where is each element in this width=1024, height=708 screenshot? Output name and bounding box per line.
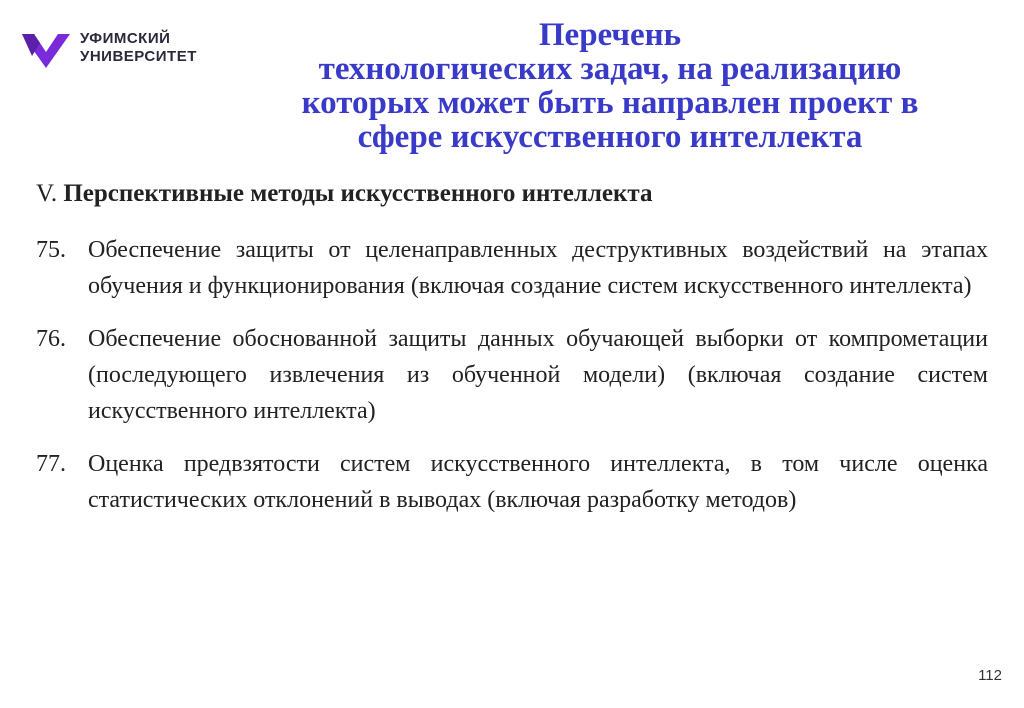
- list-item: [36, 446, 988, 518]
- item-number: 77.: [36, 451, 66, 477]
- item-text: Обеспечение защиты от целенаправленных деструктивных воздействий на этапах обучения и функционирования (включая создание систем искусственного интеллекта): [88, 237, 988, 299]
- page-title: [210, 18, 1010, 154]
- logo-line-2: УНИВЕРСИТЕТ: [80, 48, 197, 65]
- section-text: Перспективные методы искусственного интеллекта: [63, 180, 653, 207]
- logo-line-1: УФИМСКИЙ: [80, 30, 171, 47]
- section-number: V.: [36, 180, 58, 207]
- title-line: Перечень: [538, 17, 682, 53]
- item-number: 75.: [36, 237, 66, 263]
- list-item: [36, 321, 988, 429]
- title-line: которых может быть направлен проект в: [301, 85, 919, 121]
- logo-text: [80, 30, 197, 66]
- item-text: Оценка предвзятости систем искусственного интеллекта, в том числе оценка статистических отклонений в выводах (включая разработку методов): [88, 451, 988, 513]
- list-item: [36, 232, 988, 304]
- section-heading: [36, 180, 652, 208]
- university-logo: [20, 26, 197, 70]
- page-number: 112: [978, 667, 1002, 684]
- title-line: технологических задач, на реализацию: [318, 51, 902, 87]
- title-line: сфере искусственного интеллекта: [357, 119, 863, 155]
- logo-mark-icon: [20, 26, 72, 70]
- item-text: Обеспечение обоснованной защиты данных обучающей выборки от компрометации (последующего извлечения из обученной модели) (включая создание систем искусственного интеллекта): [88, 326, 988, 424]
- task-list: [36, 232, 988, 535]
- item-number: 76.: [36, 326, 66, 352]
